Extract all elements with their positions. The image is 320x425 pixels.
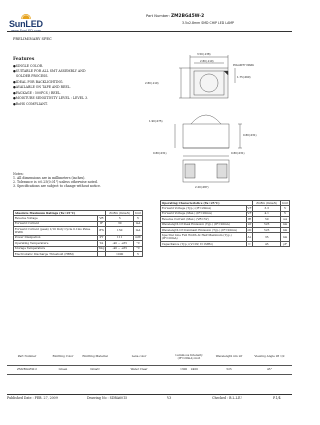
abs-max-value: 150	[106, 227, 134, 236]
abs-max-value: 30	[106, 221, 134, 226]
abs-max-param: Forward Current (peak) 1/10 Duty Cycle 0.1ms Pulse Width	[14, 227, 98, 236]
polarity-label: POLARITY MARK	[233, 64, 254, 67]
cell-emitting-color: Green	[47, 365, 79, 374]
abs-max-value: -40 ~ +85	[106, 246, 134, 251]
pad-left	[185, 164, 195, 178]
published-date: Published Date : FEB. 27, 2009	[7, 396, 58, 400]
version: V3	[167, 396, 172, 400]
part-number-label: Part Number:	[146, 14, 170, 18]
feature-item: SOLDER PROCESS.	[13, 74, 49, 79]
abs-max-col-material: ZGBG (InGaN)	[106, 211, 134, 216]
part-table	[7, 349, 292, 375]
abs-max-unit: °C	[134, 241, 143, 246]
page-number: P.1/4	[273, 396, 281, 400]
abs-max-unit: V	[134, 216, 143, 221]
notes-title: Notes:	[13, 172, 24, 176]
abs-max-value: -40 ~ +85	[106, 241, 134, 246]
abs-max-symbol: VR	[97, 216, 106, 221]
op-char-unit: V	[281, 206, 290, 211]
side-view-lens	[191, 115, 221, 124]
op-char-symbol: IR	[247, 216, 252, 221]
cell-luminous-intensity: 1300 2400	[167, 365, 211, 374]
table-row	[7, 365, 292, 374]
table-header-row	[7, 349, 292, 365]
abs-max-unit: °C	[134, 246, 143, 251]
op-char-param: Wavelength Of Peak Emission (Typ.) (IF=20mA)	[161, 222, 247, 227]
dim-right-label: 1.75(.069)	[237, 76, 251, 79]
package-drawing	[145, 40, 295, 190]
op-char-col-unit: Unit	[282, 200, 289, 205]
footer	[7, 396, 292, 402]
dim-left-label: 2.80(.110)	[145, 82, 159, 85]
op-char-col-material: ZGBG (InGaN)	[253, 201, 281, 206]
dim-bottom2-label: 0.80(.031)	[231, 152, 245, 155]
op-char-unit: nm	[281, 227, 290, 232]
abs-max-param: Reverse Voltage	[14, 216, 98, 221]
abs-max-table	[13, 210, 143, 257]
side-view-body	[183, 124, 229, 148]
logo-text: SunLED	[9, 19, 43, 29]
logo-url: www.SunLED.com	[11, 28, 41, 33]
abs-max-unit: mA	[134, 221, 143, 226]
op-char-param: Reverse Current (Max.) (VR=5V)	[161, 217, 247, 222]
feature-item: ●RoHS COMPLIANT.	[13, 101, 48, 106]
note-item: 1. All dimensions are in millimeters (inches).	[13, 176, 86, 180]
abs-max-symbol: TA	[97, 241, 106, 246]
pad-right	[217, 164, 227, 178]
col-emitting-color: Emitting Color	[52, 354, 74, 359]
part-subtitle: 3.5x2.8mm SMD CHIP LED LAMP	[182, 21, 234, 25]
table-row	[161, 241, 290, 246]
dim-side2-label: 0.80(.031)	[243, 134, 257, 137]
feature-item: ●PACKAGE : 500PCS / REEL.	[13, 90, 62, 95]
cell-emitting-material: InGaN	[79, 365, 111, 374]
abs-max-title: Absolute Maximum Ratings (Ta=25°C)	[14, 211, 106, 216]
op-char-symbol: C	[246, 241, 253, 246]
abs-max-unit: V	[134, 251, 143, 256]
part-number-line	[146, 14, 204, 20]
dim-side-label: 1.90(.075)	[149, 120, 163, 123]
features-section	[13, 57, 123, 107]
dim-top2-label: 2.80(.110)	[200, 60, 214, 63]
cell-wavelength: 525	[211, 365, 247, 374]
abs-max-value: 1000	[106, 251, 134, 256]
abs-max-symbol	[97, 251, 106, 256]
op-char-symbol: λD	[247, 227, 252, 232]
abs-max-value: 5	[106, 216, 134, 221]
feature-item: ●SINGLE COLOR.	[13, 63, 44, 68]
abs-max-param: Electrostatic Discharge Threshold (HBM)	[14, 251, 98, 256]
features-list	[13, 64, 123, 108]
feature-item: ●SUITABLE FOR ALL SMT ASSEMBLY AND	[13, 68, 86, 73]
drawing-number: Drawing No : SDBA6015	[87, 396, 128, 400]
dim-bottom1-label: 0.80(.031)	[153, 152, 167, 155]
op-char-symbol: Δλ	[246, 233, 253, 242]
op-char-value: 45	[253, 241, 281, 246]
col-lens-color: Lens-color	[131, 354, 147, 359]
abs-max-symbol: PT	[97, 235, 106, 240]
abs-max-symbol: IF	[97, 221, 106, 226]
feature-item: ●MOISTURE SENSITIVITY LEVEL : LEVEL 3.	[13, 96, 89, 101]
abs-max-param: Storage Temperature	[14, 246, 98, 251]
footer-rule	[7, 394, 292, 395]
feature-item: ●AVAILABLE ON TAPE AND REEL.	[13, 85, 71, 90]
op-char-unit: uA	[281, 217, 290, 222]
note-item: 3. Specifications are subject to change without notice.	[13, 184, 101, 188]
spec-label: PRELIMINARY SPEC	[13, 37, 52, 41]
op-char-param: Spectral Line Full Width At Half Maximum (Typ.) (IF=20mA)	[161, 233, 247, 242]
op-char-title: Operating Characteristics (Ta=25°C)	[161, 201, 253, 206]
op-char-unit: V	[281, 211, 290, 216]
op-char-unit: nm	[281, 233, 290, 242]
col-luminous-intensity: Luminous Intensity (IF=20mA) mcd	[175, 352, 203, 360]
dim-bottom3-label: 2.20(.087)	[195, 186, 209, 189]
table-row	[14, 251, 143, 256]
op-char-param: Forward Voltage (Max.) (IF=20mA)	[161, 211, 247, 216]
abs-max-param: Power Dissipation	[14, 235, 98, 240]
col-viewing-angle: Viewing Angle 2θ 1/2	[254, 354, 285, 359]
cell-part-number: ZM2BG45W-2	[7, 365, 47, 374]
op-char-value: 35	[253, 233, 281, 242]
col-wavelength: Wavelength nm λP	[215, 354, 243, 359]
abs-max-value: 111	[106, 235, 134, 240]
table-row	[14, 227, 143, 236]
op-char-value: 525	[253, 227, 281, 232]
dim-top-label: 3.50(.138)	[197, 53, 211, 56]
cell-viewing-angle: 45°	[247, 365, 292, 374]
note-item: 2. Tolerance is ±0.25(0.01") unless otherwise noted.	[13, 180, 98, 184]
abs-max-param: Operating Temperature	[14, 241, 98, 246]
op-char-param: Wavelength Of Dominant Emission (Typ.) (IF=20mA)	[161, 227, 247, 232]
op-char-symbol: VF	[247, 205, 252, 210]
notes-section	[13, 172, 101, 188]
part-number: ZM2BG45W-2	[170, 14, 205, 19]
table-row	[161, 233, 290, 242]
features-title: Features	[13, 57, 35, 62]
feature-item: ●IDEAL FOR BACKLIGHTING.	[13, 79, 64, 84]
op-char-value: 50	[253, 217, 281, 222]
op-char-param: Forward Voltage (Typ.) (IF=20mA)	[161, 206, 247, 211]
op-char-table	[160, 200, 290, 247]
abs-max-unit: mW	[135, 235, 141, 240]
abs-max-symbol: iFS	[97, 227, 106, 236]
op-char-value: 525	[253, 222, 281, 227]
checked-by: Checked : B.L.LIU	[212, 396, 242, 400]
op-char-unit: pF	[281, 241, 290, 246]
abs-max-unit: mA	[134, 227, 143, 236]
top-view-body	[190, 68, 228, 98]
col-emitting-material: Emitting Material	[82, 354, 108, 359]
abs-max-param: Forward Current	[14, 221, 98, 226]
sunled-logo	[7, 10, 47, 32]
abs-max-col-unit: Unit	[135, 210, 142, 215]
op-char-value: 3.3	[253, 206, 281, 211]
col-part-number: Part Number	[17, 354, 37, 359]
op-char-symbol: λP	[247, 222, 252, 227]
op-char-param: Capacitance (Typ.) (V=0V, f=1MHz)	[161, 241, 247, 246]
op-char-value: 4.1	[253, 211, 281, 216]
cell-lens-color: Water Clear	[111, 365, 167, 374]
op-char-symbol: VF	[247, 211, 252, 216]
op-char-unit: nm	[281, 222, 290, 227]
abs-max-symbol: Tstg	[98, 246, 105, 251]
